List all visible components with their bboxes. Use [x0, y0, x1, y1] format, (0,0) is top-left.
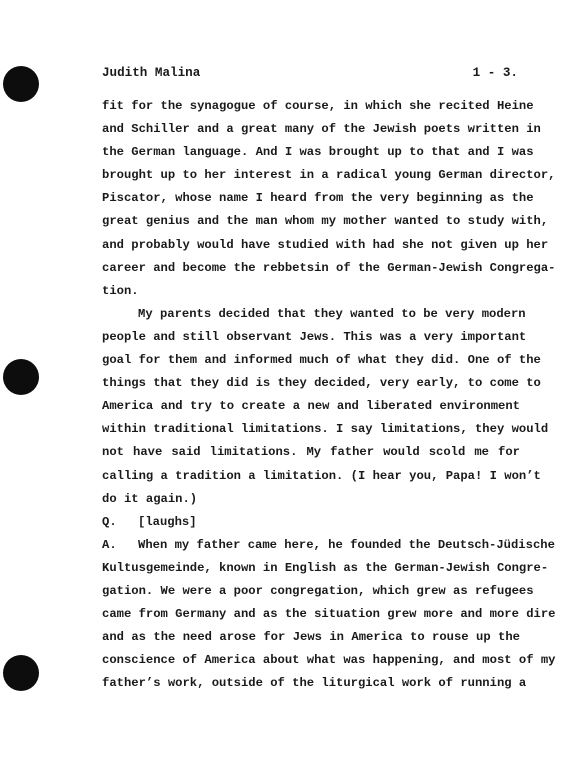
page-number: 1 - 3. — [472, 66, 518, 80]
text-line: calling a tradition a limitation. (I hear you, Papa! I won’t — [102, 468, 541, 483]
text-line: My parents decided that they wanted to be very modern — [138, 306, 526, 321]
text-line: came from Germany and as the situation grew more and more dire — [102, 607, 556, 622]
question-text: [laughs] — [138, 514, 197, 529]
text-line: brought up to her interest in a radical young German director, — [102, 168, 556, 183]
text-line: do it again.) — [102, 491, 198, 506]
binder-hole-bottom — [3, 655, 39, 691]
text-line: conscience of America about what was happening, and most of my — [102, 653, 556, 668]
speaker-label-q: Q. — [102, 514, 117, 529]
text-line: America and try to create a new and liberated environment — [102, 399, 520, 414]
text-line: things that they did is they decided, very early, to come to — [102, 376, 541, 391]
answer-line — [102, 534, 555, 557]
text-line: not have said limitations. My father would scold me for — [102, 445, 520, 460]
text-line: Piscator, whose name I heard from the very beginning as the — [102, 191, 534, 206]
binder-hole-middle — [3, 359, 39, 395]
text-line: tion. — [102, 283, 139, 298]
text-line: career and become the rebbetsin of the German-Jewish Congrega- — [102, 260, 556, 275]
text-line: and Schiller and a great many of the Jewish poets written in — [102, 122, 541, 137]
text-line: great genius and the man whom my mother wanted to study with, — [102, 214, 549, 229]
answer-text: When my father came here, he founded the Deutsch-Jüdische — [138, 537, 555, 552]
text-line: Kultusgemeinde, known in English as the German-Jewish Congre- — [102, 560, 549, 575]
text-line: fit for the synagogue of course, in which she recited Heine — [102, 99, 534, 113]
question-line — [102, 511, 520, 534]
text-line: and as the need arose for Jews in America to rouse up the — [102, 630, 520, 645]
text-line: and probably would have studied with had she not given up her — [102, 237, 549, 252]
binder-hole-top — [3, 66, 39, 102]
text-line: the German language. And I was brought up to that and I was — [102, 145, 534, 160]
text-line: goal for them and informed much of what they did. One of the — [102, 353, 541, 368]
speaker-label-a: A. — [102, 537, 117, 552]
text-line: father’s work, outside of the liturgical work of running a — [102, 676, 527, 691]
text-line: people and still observant Jews. This was a very important — [102, 329, 527, 344]
text-line: gation. We were a poor congregation, which grew as refugees — [102, 583, 534, 598]
transcript-body — [102, 95, 556, 695]
author-name: Judith Malina — [102, 66, 201, 80]
text-line: within traditional limitations. I say limitations, they would — [102, 422, 549, 437]
